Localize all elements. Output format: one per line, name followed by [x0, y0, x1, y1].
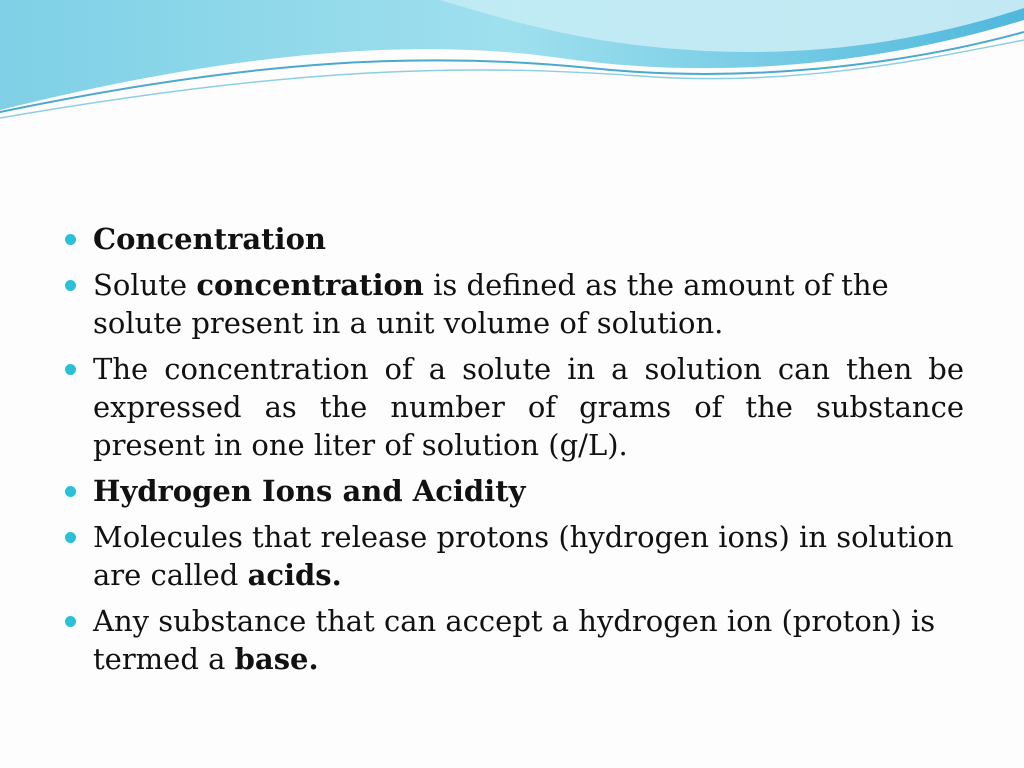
bullet-item: [64, 266, 964, 342]
bullet-heading: [64, 220, 964, 258]
bullet-text-bold: acids.: [247, 558, 342, 592]
bullet-dot-icon: [65, 364, 76, 375]
bullet-text-bold: base.: [234, 642, 319, 676]
bullet-text: Any substance that can accept a hydrogen ion (proton) is termed a: [93, 604, 936, 676]
bullet-text: Solute: [93, 268, 197, 302]
bullet-dot-icon: [65, 532, 76, 543]
bullet-dot-icon: [65, 234, 76, 245]
bullet-text: Molecules that release protons (hydrogen ions) in solution are called: [93, 520, 954, 592]
bullet-text-bold: Concentration: [93, 222, 327, 256]
bullet-item: [64, 602, 964, 678]
bullet-item: [64, 518, 964, 594]
bullet-list: [64, 220, 964, 686]
bullet-item: [64, 350, 964, 464]
bullet-text: is defined as the amount of the solute present in a unit volume of solution.: [93, 268, 889, 340]
bullet-heading: [64, 472, 964, 510]
wave-header-decoration: [0, 0, 1024, 140]
bullet-text: The concentration of a solute in a solution can then be expressed as the number of grams of the substance present in one liter of solution (g/L).: [93, 352, 964, 462]
bullet-text-bold: concentration: [196, 268, 424, 302]
bullet-dot-icon: [65, 280, 76, 291]
bullet-text-bold: Hydrogen Ions and Acidity: [93, 474, 526, 508]
bullet-dot-icon: [65, 486, 76, 497]
bullet-dot-icon: [65, 616, 76, 627]
